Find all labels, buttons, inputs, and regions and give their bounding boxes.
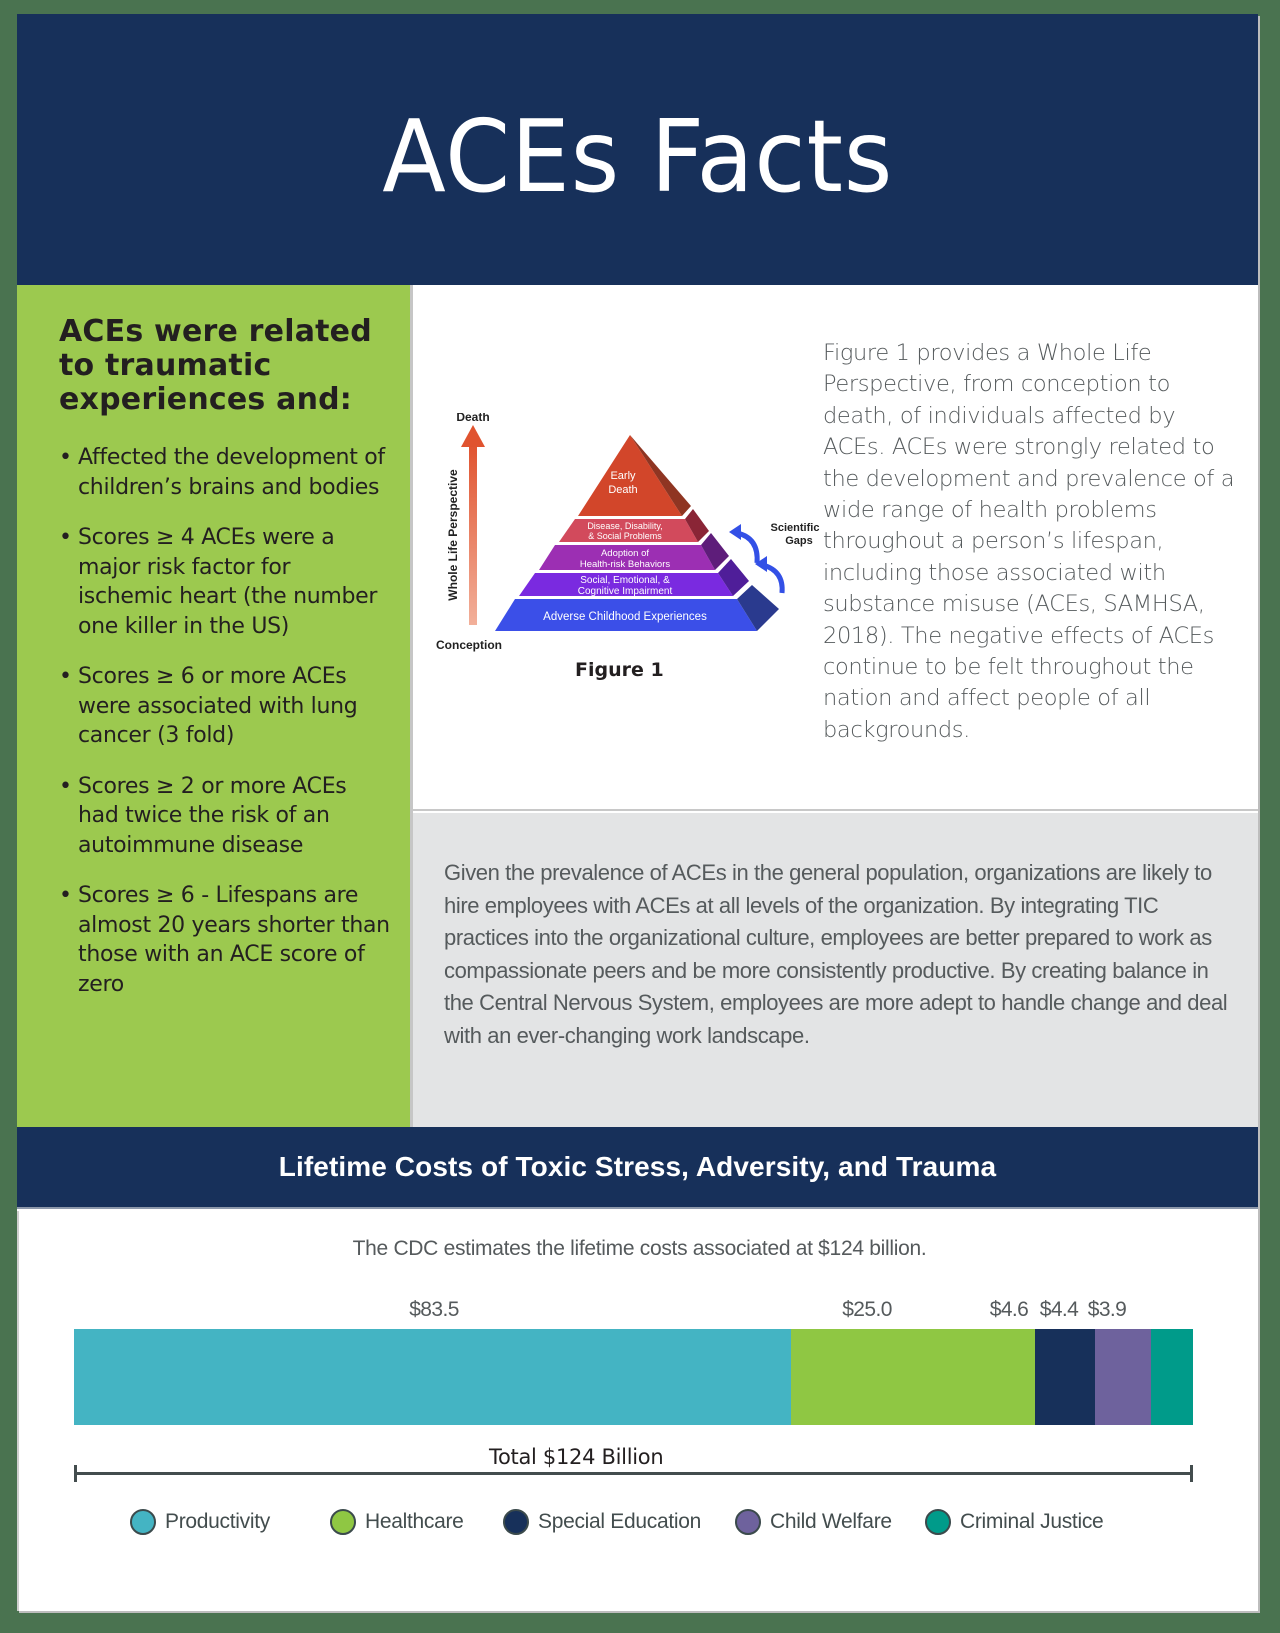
life-arrow-shaft-icon xyxy=(469,443,477,625)
legend-dot-icon xyxy=(330,1509,356,1535)
legend-dot-icon xyxy=(130,1509,156,1535)
legend-label: Healthcare xyxy=(365,1510,464,1533)
workplace-panel xyxy=(413,813,1258,1127)
bar-segment-healthcare xyxy=(791,1329,1035,1425)
pyramid-level-label: Adoption of xyxy=(600,548,650,559)
fact-item: • Scores ≥ 6 or more ACEs were associated with lung cancer (3 fold) xyxy=(59,662,390,751)
bar-value-label: $4.4 xyxy=(1039,1298,1079,1321)
hero-banner xyxy=(17,14,1258,285)
legend-label: Child Welfare xyxy=(770,1510,892,1533)
pyramid-level-label: Death xyxy=(608,484,638,496)
axis-top-label: Death xyxy=(456,413,490,424)
pyramid-figure xyxy=(427,413,827,683)
legend-item-criminal-justice xyxy=(925,1509,1103,1535)
pyramid-level-label: Adverse Childhood Experiences xyxy=(543,611,707,623)
legend-item-child-welfare xyxy=(735,1509,892,1535)
bar-value-labels xyxy=(19,1298,1260,1326)
facts-heading: ACEs were related to traumatic experiences and: xyxy=(59,314,372,417)
bar-segment-criminal-justice xyxy=(1151,1329,1193,1425)
total-bracket xyxy=(74,1472,1193,1475)
legend-label: Special Education xyxy=(538,1510,702,1533)
fact-item: • Scores ≥ 2 or more ACEs had twice the risk of an autoimmune disease xyxy=(59,772,390,861)
pyramid-level-label: Health-risk Behaviors xyxy=(579,559,671,570)
costs-panel xyxy=(17,1211,1258,1611)
fact-item: • Scores ≥ 6 - Lifespans are almost 20 years shorter than those with an ACE score of zero xyxy=(59,881,390,999)
facts-list xyxy=(59,443,390,999)
fact-item: • Affected the development of children’s brains and bodies xyxy=(59,443,390,502)
fact-item: • Scores ≥ 4 ACEs were a major risk factor for ischemic heart (the number one killer in the US) xyxy=(59,523,390,641)
legend-label: Criminal Justice xyxy=(960,1510,1104,1533)
axis-label: Whole Life Perspective xyxy=(446,469,460,601)
bar-value-label: $83.5 xyxy=(409,1298,459,1321)
pyramid-level-label: Social, Emotional, & xyxy=(580,575,670,586)
figure-description: Figure 1 provides a Whole Life Perspective, from conception to death, of individuals affected by ACEs. ACEs were strongly related to the development and prevalence of a wide range of health problems throughout a person’s lifespan, including those associated with substance misuse (ACEs, SAMHSA, 2018). The negative effects of ACEs continue to be felt throughout the nation and affect people of all backgrounds. xyxy=(823,340,1235,743)
bar-segment-child-welfare xyxy=(1095,1329,1151,1425)
legend-item-productivity xyxy=(130,1509,270,1535)
pyramid-level-label: Cognitive Impairment xyxy=(577,586,673,597)
stacked-cost-bar xyxy=(74,1329,1193,1425)
pyramid-level-label: & Social Problems xyxy=(588,531,662,541)
life-arrow-head-icon xyxy=(461,425,485,447)
workplace-text: Given the prevalence of ACEs in the general population, organizations are likely to hire employees with ACEs at all levels of the organization. By integrating TIC practices into the organizational culture, employees are better prepared to work as compassionate peers and be more consistently productive. By creating balance in the Central Nervous System, employees are more adept to handle change and deal with an ever-changing work landscape. xyxy=(444,860,1228,1048)
chart-legend xyxy=(19,1509,1260,1539)
scientific-gaps-label: Scientific xyxy=(770,522,820,534)
legend-item-healthcare xyxy=(330,1509,464,1535)
bar-value-label: $4.6 xyxy=(989,1298,1029,1321)
legend-dot-icon xyxy=(925,1509,951,1535)
pyramid-level-label: Disease, Disability, xyxy=(587,521,663,531)
bar-value-label: $3.9 xyxy=(1087,1298,1127,1321)
pyramid-level-label: Early xyxy=(610,470,636,482)
costs-title: Lifetime Costs of Toxic Stress, Adversity, and Trauma xyxy=(278,1151,997,1182)
bar-segment-productivity xyxy=(74,1329,791,1425)
facts-column xyxy=(17,285,410,1127)
total-label: Total $124 Billion xyxy=(489,1445,664,1469)
scientific-gaps-label: Gaps xyxy=(785,535,813,547)
legend-label: Productivity xyxy=(165,1510,270,1533)
bar-value-label: $25.0 xyxy=(842,1298,892,1321)
figure-caption: Figure 1 xyxy=(575,659,664,681)
legend-dot-icon xyxy=(503,1509,529,1535)
page-title: ACEs Facts xyxy=(381,98,893,215)
pyramid-diagram xyxy=(427,413,827,653)
infographic-sheet xyxy=(17,14,1258,1611)
axis-bottom-label: Conception xyxy=(436,638,502,652)
costs-header-band xyxy=(17,1127,1258,1209)
bar-segment-special-education xyxy=(1035,1329,1095,1425)
legend-item-special-education xyxy=(503,1509,701,1535)
legend-dot-icon xyxy=(735,1509,761,1535)
figure-panel xyxy=(413,285,1258,811)
costs-subtitle: The CDC estimates the lifetime costs associated at $124 billion. xyxy=(352,1237,927,1260)
